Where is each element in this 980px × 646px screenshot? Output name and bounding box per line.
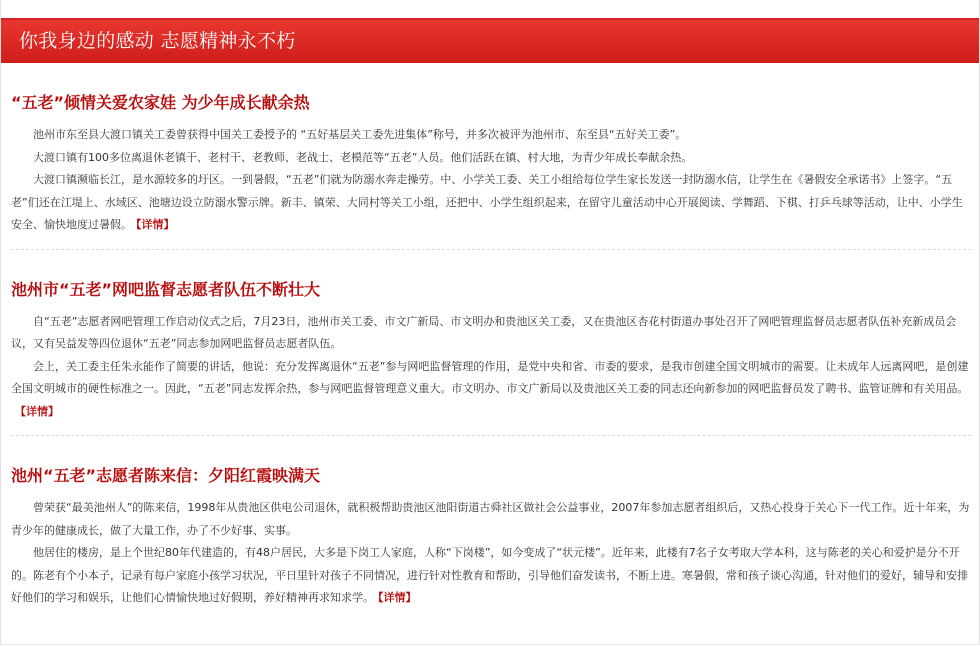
article-title[interactable]: 池州“五老”志愿者陈来信：夕阳红霞映满天	[11, 466, 321, 485]
details-link[interactable]: 【详情】	[15, 404, 59, 418]
section-banner	[1, 20, 979, 63]
article-title[interactable]: 池州市“五老”网吧监督志愿者队伍不断壮大	[11, 279, 321, 299]
article-paragraph	[11, 542, 971, 610]
details-link[interactable]: 【详情】	[378, 591, 417, 604]
article-paragraph	[11, 356, 971, 424]
details-link[interactable]: 【详情】	[136, 218, 175, 231]
article-paragraph: 曾荣获“最美池州人”的陈来信，1998年从贵池区供电公司退休，就积极帮助贵池区池阳街道古舜社区做社会公益事业，2007年参加志愿者组织后，又热心投身于关心下一代工作。近十年来，为青少年的健康成长，做了大量工作，办了不少好事、实事。	[11, 501, 970, 537]
article-paragraph: 池州市东至县大渡口镇关工委曾获得中国关工委授予的 “五好基层关工委先进集体”称号，并多次被评为池州市、东至县“五好关工委”。	[33, 128, 687, 141]
article-paragraph-text: 会上，关工委主任朱永能作了简要的讲话，他说：充分发挥离退休“五老”参与网吧监督管理的作用，是党中央和省、市委的要求，是我市创建全国文明城市的需要。让未成年人远离网吧，是创建全国文明城市的硬性标准之一。因此，“五老”同志发挥余热，参与网吧监督管理意义重大。市文明办、市文广新局以及贵池区关工委的同志还向新参加的网吧监督员发了聘书、监管证牌和有关用品。	[11, 359, 969, 395]
article-1	[11, 63, 971, 250]
article-title[interactable]: “五老”倾情关爱农家娃 为少年成长献余热	[11, 93, 310, 112]
article-paragraph: 自“五老”志愿者网吧管理工作启动仪式之后，7月23日，池州市关工委、市文广新局、市文明办和贵池区关工委，又在贵池区杏花村街道办事处召开了网吧管理监督员志愿者队伍补充新成员会议，又有吴益发等四位退休“五老”同志参加网吧监督员志愿者队伍。	[11, 314, 957, 350]
article-2	[11, 250, 971, 437]
section-title: 你我身边的感动 志愿精神永不朽	[19, 30, 296, 52]
top-line	[1, 0, 979, 20]
article-paragraph-text: 大渡口镇濒临长江，是水源较多的圩区。一到暑假，“五老”们就为防溺水奔走操劳。中、小学关工委、关工小组给每位学生家长发送一封防溺水信，让学生在《暑假安全承诺书》上签字。“五老”们还在江堤上、水域区、池塘边设立防溺水警示牌。新丰、镇荣、大同村等关工小组，还把中、小学生组织起来，在留守儿童活动中心开展阅读、学舞蹈、下棋、打乒乓球等活动，让中、小学生安全、愉快地度过暑假。	[11, 173, 963, 231]
article-paragraph: 大渡口镇有100多位离退休老镇干、老村干、老教师、老战士、老模范等“五老”人员。他们活跃在镇、村大地，为青少年成长奉献余热。	[33, 150, 693, 164]
article-paragraph	[11, 169, 971, 237]
article-3	[11, 436, 971, 610]
article-paragraph-text: 他居住的楼房，是上个世纪80年代建造的，有48户居民，大多是下岗工人家庭，人称“下岗楼”，如今变成了“状元楼”。近年来，此楼有7名子女考取大学本科，这与陈老的关心和爱护是分不开的。陈老有个小本子，记录有每户家庭小孩学习状况，平日里针对孩子不同情况，进行针对性教育和帮助，引导他们奋发读书，不断上进。寒暑假，常和孩子谈心沟通，针对他们的爱好，辅导和安排好他们的学习和娱乐，让他们心情愉快地过好假期，养好精神再求知求学。	[11, 546, 968, 604]
article-list	[1, 63, 979, 610]
